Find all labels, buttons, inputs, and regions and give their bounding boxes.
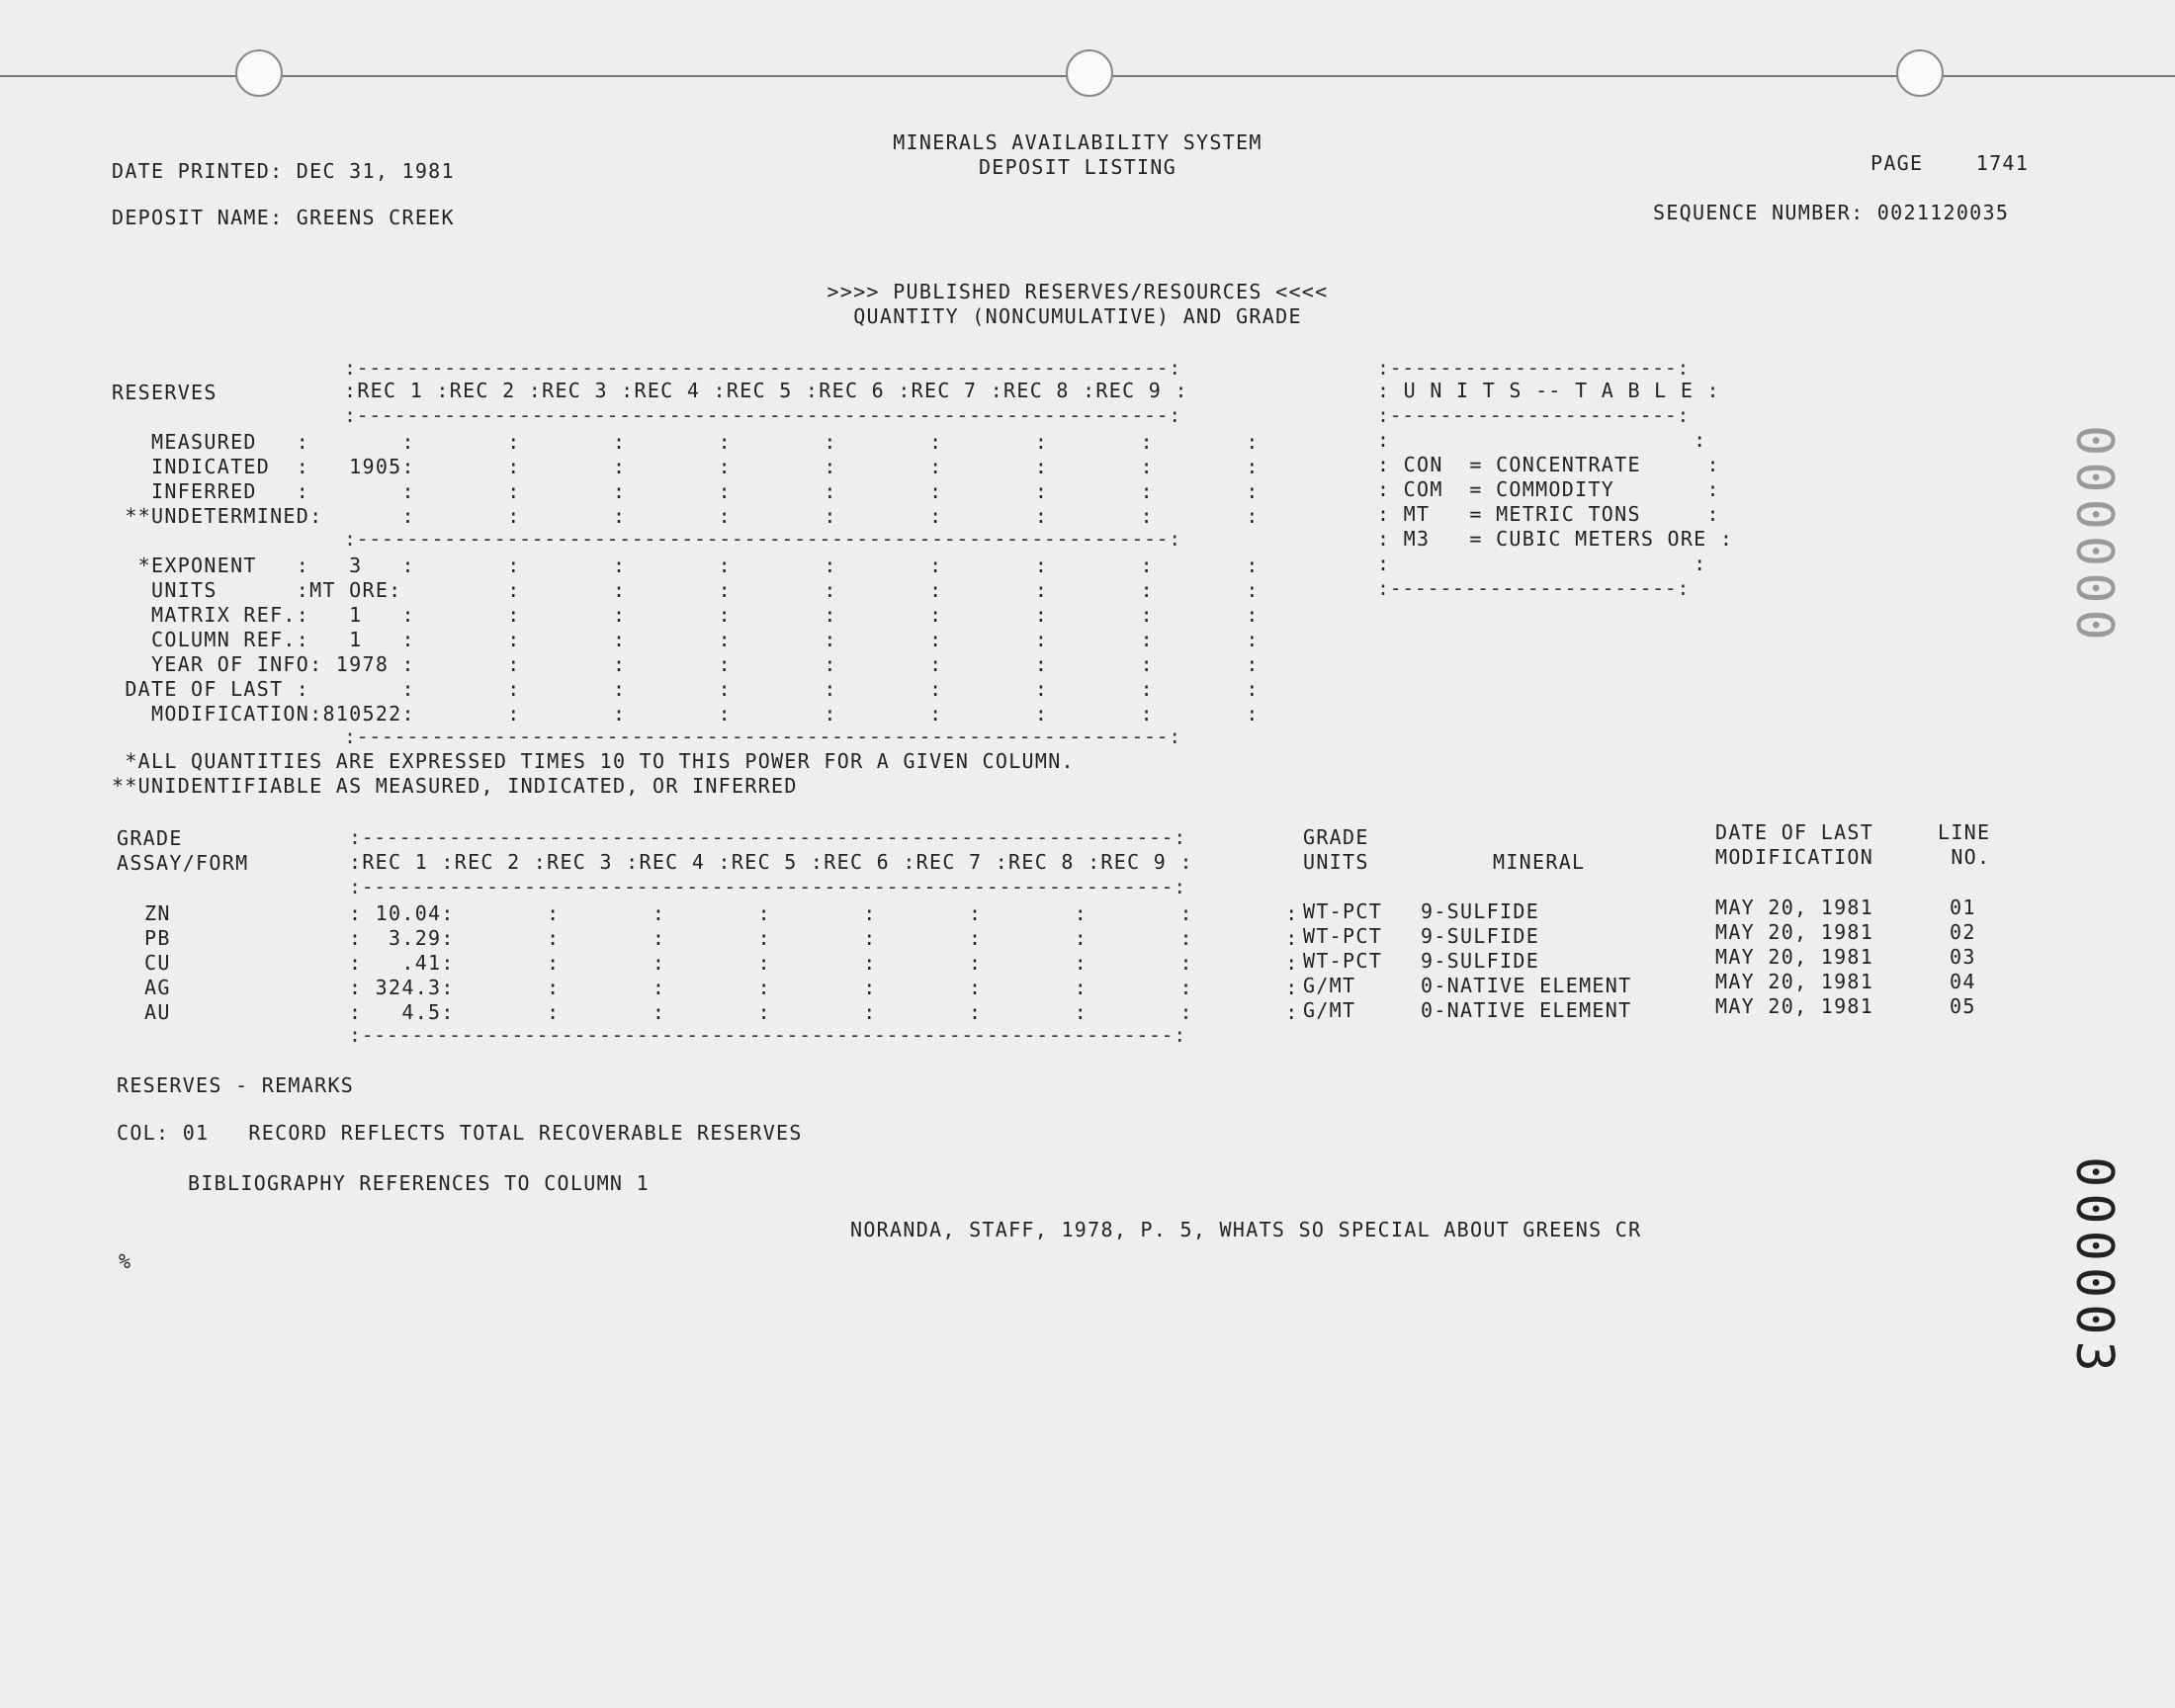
units-entry-com: : COM = COMMODITY : [1377, 477, 1720, 501]
grade-line-no: 03 [1950, 945, 1976, 969]
sequence-number: SEQUENCE NUMBER: 0021120035 [1653, 201, 2010, 224]
margin-stamp-faint: 000000 [2064, 425, 2124, 646]
units-entry-m3: : M3 = CUBIC METERS ORE : [1377, 527, 1734, 551]
grade-header-rule: :-----------------------------------------------------------------: [349, 875, 1186, 898]
grade-elem: ZN [144, 901, 171, 925]
grade-top-rule: :-----------------------------------------------------------------: [349, 825, 1186, 849]
units-header-rule: :-----------------------: [1377, 403, 1691, 427]
grade-mineral: 9-SULFIDE [1421, 949, 1540, 973]
punch-hole-center [1066, 49, 1113, 97]
system-title: MINERALS AVAILABILITY SYSTEM [893, 130, 1262, 154]
reserves-header-rule: :-----------------------------------------------------------------: [344, 403, 1181, 427]
grade-units: G/MT [1303, 998, 1356, 1022]
listing-title: DEPOSIT LISTING [978, 155, 1177, 179]
grade-elem: CU [144, 951, 171, 975]
section-title: >>>> PUBLISHED RESERVES/RESOURCES <<<< [826, 280, 1329, 303]
grade-date: MAY 20, 1981 [1715, 896, 1874, 919]
grade-units-header: GRADE UNITS [1303, 825, 1369, 874]
grade-line-no: 02 [1950, 920, 1976, 944]
grade-rec-values: : 10.04: : : : : : : : : [349, 901, 1299, 925]
grade-line-no: 01 [1950, 896, 1976, 919]
grade-rec-values: : 3.29: : : : : : : : : [349, 926, 1299, 950]
reserves-row-modification: MODIFICATION:810522: : : : : : : : : [112, 702, 1260, 726]
date-of-last-modification-header: DATE OF LAST MODIFICATION [1715, 820, 1874, 869]
reserves-row-inferred: INFERRED : : : : : : : : : : [112, 479, 1260, 503]
grade-elem: AU [144, 1000, 171, 1024]
punch-hole-left [235, 49, 283, 97]
grade-rec-values: : 4.5: : : : : : : : : [349, 1000, 1299, 1024]
grade-units: WT-PCT [1303, 949, 1383, 973]
units-top-rule: :-----------------------: [1377, 356, 1691, 380]
bibliography-reference: NORANDA, STAFF, 1978, P. 5, WHATS SO SPECIAL ABOUT GREENS CR [850, 1218, 1642, 1241]
grade-mineral: 9-SULFIDE [1421, 899, 1540, 923]
margin-stamp-dark: 000003 [2064, 1156, 2124, 1378]
reserves-row-units: UNITS :MT ORE: : : : : : : : : [112, 578, 1260, 602]
remarks-col-01: COL: 01 RECORD REFLECTS TOTAL RECOVERABLE RESERVES [117, 1121, 803, 1145]
grade-rec-values: : .41: : : : : : : : : [349, 951, 1299, 975]
reserves-row-column-ref: COLUMN REF.: 1 : : : : : : : : : [112, 628, 1260, 651]
reserves-row-matrix-ref: MATRIX REF.: 1 : : : : : : : : : [112, 603, 1260, 627]
reserves-row-exponent: *EXPONENT : 3 : : : : : : : : : [112, 554, 1260, 577]
reserves-bottom-rule: :-----------------------------------------------------------------: [344, 725, 1181, 748]
units-blank-row-2: : : [1377, 552, 1707, 575]
grade-units: G/MT [1303, 974, 1356, 997]
reserves-row-measured: MEASURED : : : : : : : : : : [112, 430, 1260, 454]
grade-mineral: 0-NATIVE ELEMENT [1421, 998, 1632, 1022]
units-table-title: : U N I T S -- T A B L E : [1377, 379, 1720, 402]
punch-hole-right [1896, 49, 1944, 97]
grade-line-no: 05 [1950, 994, 1976, 1018]
date-printed: DATE PRINTED: DEC 31, 1981 [112, 159, 455, 183]
units-entry-mt: : MT = METRIC TONS : [1377, 502, 1720, 526]
footnote-exponent: *ALL QUANTITIES ARE EXPRESSED TIMES 10 TO THIS POWER FOR A GIVEN COLUMN. [112, 749, 1075, 773]
deposit-name: DEPOSIT NAME: GREENS CREEK [112, 206, 455, 229]
grade-units: WT-PCT [1303, 924, 1383, 948]
units-blank-row: : : [1377, 428, 1707, 452]
reserves-row-year-of-info: YEAR OF INFO: 1978 : : : : : : : : : [112, 652, 1260, 676]
grade-elem: AG [144, 976, 171, 999]
grade-mineral: 0-NATIVE ELEMENT [1421, 974, 1632, 997]
grade-rec-values: : 324.3: : : : : : : : : [349, 976, 1299, 999]
grade-date: MAY 20, 1981 [1715, 970, 1874, 993]
section-subtitle: QUANTITY (NONCUMULATIVE) AND GRADE [853, 304, 1302, 328]
grade-bottom-rule: :-----------------------------------------------------------------: [349, 1023, 1186, 1047]
footnote-unidentifiable: **UNIDENTIFIABLE AS MEASURED, INDICATED, OR INFERRED [112, 774, 798, 798]
bibliography-title: BIBLIOGRAPHY REFERENCES TO COLUMN 1 [188, 1171, 650, 1195]
grade-date: MAY 20, 1981 [1715, 920, 1874, 944]
reserves-header-row: :REC 1 :REC 2 :REC 3 :REC 4 :REC 5 :REC 6 :REC 7 :REC 8 :REC 9 : [344, 379, 1188, 402]
reserves-mid-rule: :-----------------------------------------------------------------: [344, 527, 1181, 551]
mineral-header: MINERAL [1493, 850, 1586, 874]
reserves-row-undetermined: **UNDETERMINED: : : : : : : : : : [112, 504, 1260, 528]
reserves-row-indicated: INDICATED : 1905: : : : : : : : : [112, 455, 1260, 478]
grade-line-no: 04 [1950, 970, 1976, 993]
grade-units: WT-PCT [1303, 899, 1383, 923]
assay-form-label: ASSAY/FORM [117, 851, 249, 875]
grade-header-row: :REC 1 :REC 2 :REC 3 :REC 4 :REC 5 :REC 6 :REC 7 :REC 8 :REC 9 : [349, 850, 1193, 874]
reserves-top-rule: :-----------------------------------------------------------------: [344, 356, 1181, 380]
grade-label: GRADE [117, 826, 183, 850]
percent-marker: % [119, 1249, 132, 1273]
grade-elem: PB [144, 926, 171, 950]
grade-mineral: 9-SULFIDE [1421, 924, 1540, 948]
reserves-row-date-of-last: DATE OF LAST : : : : : : : : : : [112, 677, 1260, 701]
units-bottom-rule: :-----------------------: [1377, 576, 1691, 600]
grade-date: MAY 20, 1981 [1715, 994, 1874, 1018]
reserves-label: RESERVES [112, 381, 218, 404]
reserves-remarks-title: RESERVES - REMARKS [117, 1073, 355, 1097]
page-number: PAGE 1741 [1870, 151, 2030, 175]
units-entry-con: : CON = CONCENTRATE : [1377, 453, 1720, 476]
grade-date: MAY 20, 1981 [1715, 945, 1874, 969]
line-no-header: LINE NO. [1938, 820, 1991, 869]
